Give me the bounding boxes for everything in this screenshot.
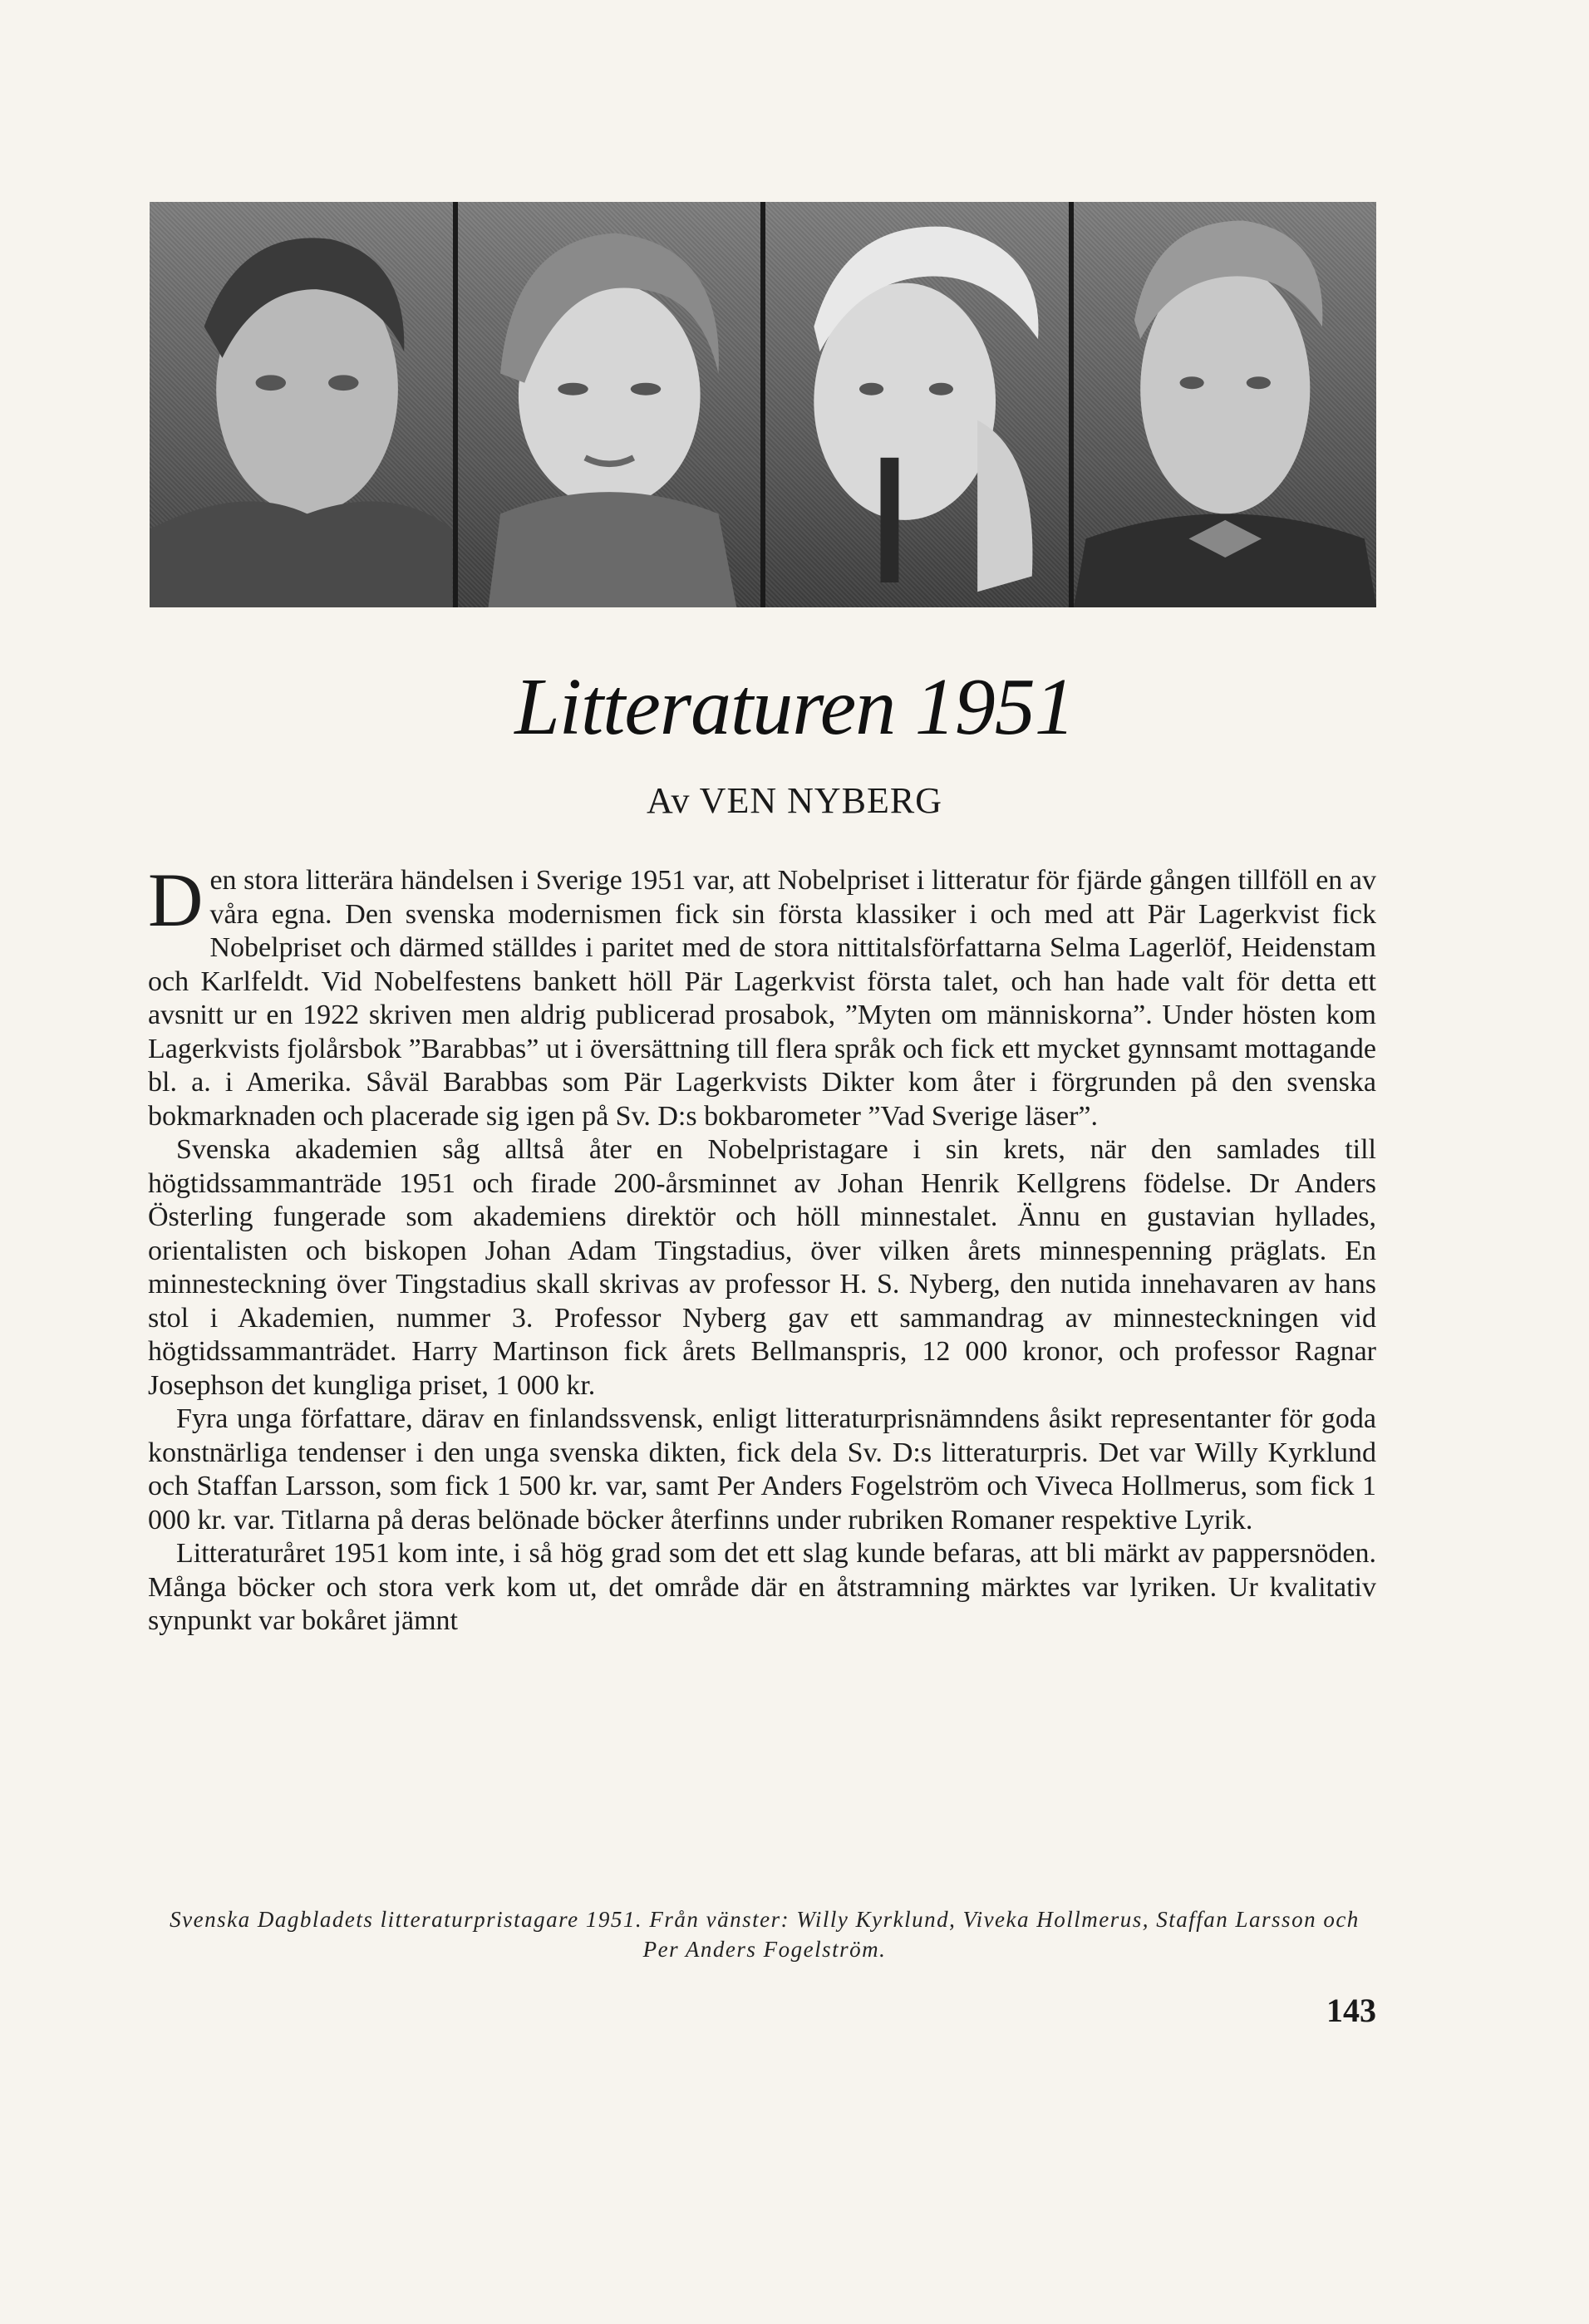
drop-cap: D bbox=[148, 857, 204, 942]
paragraph-4: Litteraturåret 1951 kom inte, i så hög grad som det ett slag kunde befaras, att bli märkt av pappersnöden. Många böcker och stora verk kom ut, det område där en åtstramning märktes var lyriken. Ur kvalitativ synpunkt var bokåret jämnt bbox=[148, 1538, 1376, 1636]
paragraph-2: Svenska akademien såg alltså åter en Nobelpristagare i sin krets, när den samlades till högtidssammanträde 1951 och firade 200-årsminnet av Johan Henrik Kellgrens födelse. Dr Anders Österling fungerade som akademiens direktör och höll minnestalet. Ännu en gustavian hyllades, orientalisten och biskopen Johan Adam Tingstadius, över vilken årets minnespenning präglats. En minnesteckning över Tingstadius skall skrivas av professor H. S. Nyberg, den nutida innehavaren av hans stol i Akademien, nummer 3. Professor Nyberg gav ett sammandrag av minnesteckningen vid högtidssammanträdet. Harry Martinson fick årets Bellmanspris, 12 000 kronor, och professor Ragnar Josephson det kungliga priset, 1 000 kr. bbox=[148, 1134, 1376, 1401]
portrait-photo-3 bbox=[765, 202, 1069, 607]
portrait-photo-4 bbox=[1074, 202, 1377, 607]
paragraph-3: Fyra unga författare, därav en finlandssvensk, enligt litteraturprisnämndens åsikt representanter för goda konstnärliga tendenser i den unga svenska dikten, fick dela Sv. D:s litteraturpris. Det var Willy Kyrklund och Staffan Larsson, som fick 1 500 kr. var, samt Per Anders Fogelström och Viveca Hollmerus, som fick 1 000 kr. var. Titlarna på deras belönade böcker återfinns under rubriken Romaner respektive Lyrik. bbox=[148, 1403, 1376, 1535]
portrait-strip bbox=[150, 202, 1376, 607]
paragraph-1-text: en stora litterära händelsen i Sverige 1951 var, att Nobelpriset i litteratur för fjärde gången tillföll en av våra egna. Den svenska modernismen fick sin första klassiker i och med att Pär Lagerkvist fick Nobelpriset och därmed ställdes i paritet med de stora nittitalsförfattarna Selma Lagerlöf, Heidenstam och Karlfeldt. Vid Nobelfestens bankett höll Pär Lagerkvist första talet, och han hade valt för detta ett avsnitt ur en 1922 skriven men aldrig publicerad prosabok, ”Myten om människorna”. Under hösten kom Lagerkvists fjolårsbok ”Barabbas” ut i översättning till flera språk och fick ett mycket gynnsamt mottagande bl. a. i Amerika. Såväl Barabbas som Pär Lagerkvists Dikter kom åter i förgrunden på den svenska bokmarknaden och placerade sig igen på Sv. D:s bokbarometer ”Vad Sverige läser”. bbox=[148, 865, 1376, 1132]
paragraph-1 bbox=[148, 857, 1376, 1133]
portrait-photo-2 bbox=[458, 202, 761, 607]
article-byline: Av VEN NYBERG bbox=[646, 780, 943, 821]
photo-caption: Svenska Dagbladets litteraturpristagare 1951. Från vänster: Willy Kyrklund, Viveka Hollmerus, Staffan Larsson och Per Anders Fogelström. bbox=[170, 1907, 1360, 1962]
article-body bbox=[148, 857, 1376, 1639]
article-title: Litteraturen 1951 bbox=[514, 662, 1075, 752]
portrait-photo-1 bbox=[150, 202, 453, 607]
page-number: 143 bbox=[1326, 1992, 1376, 2029]
